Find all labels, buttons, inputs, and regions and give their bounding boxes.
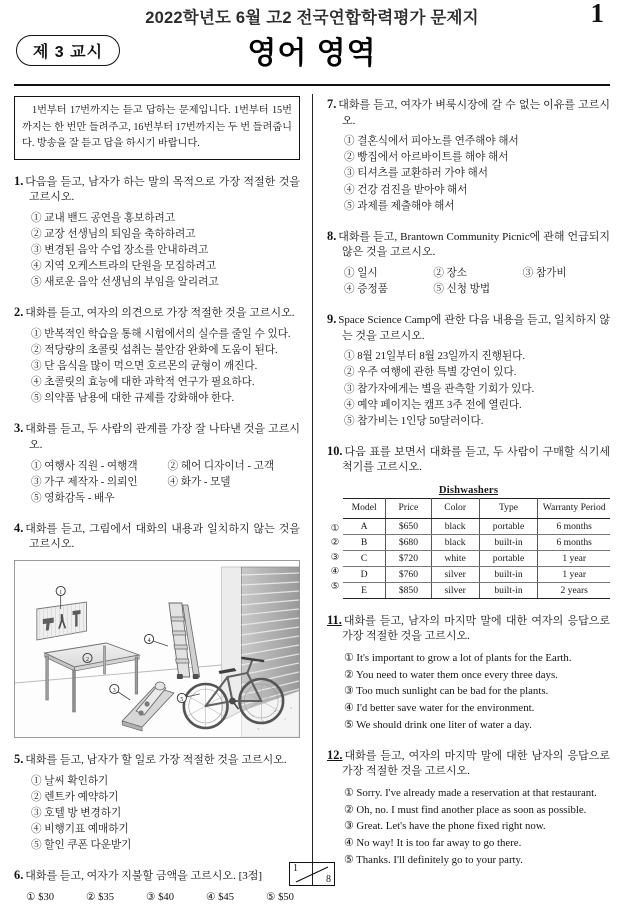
question-9 xyxy=(327,311,610,430)
choice-item[interactable]: ② $35 xyxy=(85,891,115,903)
cell-type: portable xyxy=(479,550,538,566)
svg-text:5: 5 xyxy=(180,697,184,704)
question-5 xyxy=(14,751,300,854)
choice-item[interactable]: ① 8월 21일부터 8월 23일까지 진행된다. xyxy=(344,351,526,363)
cell-model: C xyxy=(343,550,386,566)
choice-item[interactable]: ④ No way! It is too far away to go there. xyxy=(344,837,522,850)
choice-item[interactable]: ③ 단 음식을 많이 먹으면 호르몬의 균형이 깨진다. xyxy=(31,361,258,373)
right-column xyxy=(312,94,610,886)
subject-row xyxy=(14,32,610,80)
question-2-text: 대화를 듣고, 여자의 의견으로 가장 적절한 것을 고르시오. xyxy=(25,307,295,320)
th-price: Price xyxy=(386,499,431,519)
cell-warranty: 1 year xyxy=(538,566,610,582)
cell-model: A xyxy=(343,518,386,534)
cell-price: $850 xyxy=(386,582,431,598)
cell-color: silver xyxy=(431,582,479,598)
question-9-choices xyxy=(327,349,610,429)
cell-price: $720 xyxy=(386,550,431,566)
choice-item[interactable]: ③ $40 xyxy=(145,891,175,903)
choice-item[interactable]: ③ 가구 제작자 - 의뢰인 xyxy=(31,476,138,488)
question-12-choices xyxy=(327,785,610,869)
svg-text:2: 2 xyxy=(86,657,89,664)
question-10-text: 다음 표를 보면서 대화를 듣고, 두 사람이 구매할 식기세척기를 고르시오. xyxy=(342,445,610,474)
choice-item[interactable]: ① $30 xyxy=(26,891,55,903)
svg-text:3: 3 xyxy=(112,688,116,695)
question-4-text: 대화를 듣고, 그림에서 대화의 내용과 일치하지 않는 것을 고르시오. xyxy=(25,522,300,551)
choice-item[interactable]: ① 결혼식에서 피아노를 연주해야 해서 xyxy=(344,136,519,148)
period-badge: 제 3 교시 xyxy=(16,35,120,66)
table-row[interactable] xyxy=(343,566,610,582)
question-2-number: 2. xyxy=(14,305,24,320)
cell-type: built-in xyxy=(479,582,538,598)
question-3-number: 3. xyxy=(14,421,24,436)
question-8-stem xyxy=(327,228,610,261)
dishwashers-table-holder xyxy=(327,498,610,599)
question-5-text: 대화를 듣고, 남자가 할 일로 가장 적절한 것을 고르시오. xyxy=(25,754,287,767)
choice-item[interactable]: ② Oh, no. I must find another place as soon as possible. xyxy=(344,803,587,816)
page-footer xyxy=(0,862,624,886)
choice-item[interactable]: ④ $45 xyxy=(205,891,234,903)
question-4-number: 4. xyxy=(14,520,24,535)
choice-item[interactable]: ⑤ 참가비는 1인당 50달러이다. xyxy=(344,415,484,427)
question-12 xyxy=(327,747,610,869)
question-11-choices xyxy=(327,650,610,734)
question-1-text: 다음을 듣고, 남자가 하는 말의 목적으로 가장 적절한 것을 고르시오. xyxy=(25,175,300,204)
choice-item[interactable]: ④ I'd better save water for the environment. xyxy=(344,702,535,715)
choice-item[interactable]: ③ Too much sunlight can be bad for the plants. xyxy=(344,685,549,698)
choice-item[interactable]: ⑤ 신청 방법 xyxy=(433,284,491,295)
question-6-number: 6. xyxy=(14,868,24,883)
question-6-choices xyxy=(14,890,300,906)
cell-warranty: 6 months xyxy=(538,518,610,534)
cell-warranty: 6 months xyxy=(538,534,610,550)
cell-color: black xyxy=(431,534,479,550)
header-divider xyxy=(14,84,610,86)
directions-line-2: 한 번만 들려주고, 16번부터 17번까지는 두 번 들려줍니다. 방송을 xyxy=(22,121,292,150)
question-6-text: 대화를 듣고, 여자가 지불할 금액을 고르시오. [3점] xyxy=(25,870,263,883)
question-11-number: 11. xyxy=(327,612,342,627)
th-model: Model xyxy=(343,499,386,519)
body-columns xyxy=(14,94,610,903)
question-8-text: 대화를 듣고, Brantown Community Picnic에 관해 언급되지 않은 것을 고르시오. xyxy=(338,230,610,259)
th-warranty: Warranty Period xyxy=(538,499,610,519)
choice-item[interactable]: ③ 변경된 음악 수업 장소를 안내하려고 xyxy=(31,244,209,256)
choice-item[interactable]: ② 교장 선생님의 퇴임을 축하하려고 xyxy=(31,228,196,240)
choice-item[interactable]: ⑤ We should drink one liter of water a day. xyxy=(344,718,532,731)
question-4-illustration xyxy=(14,560,300,738)
left-column xyxy=(14,94,312,903)
table-row[interactable] xyxy=(343,582,610,598)
choice-item[interactable]: ② 렌트카 예약하기 xyxy=(31,791,119,803)
question-2 xyxy=(14,304,300,407)
question-2-stem xyxy=(14,304,300,322)
listening-directions xyxy=(14,96,300,160)
choice-item[interactable]: ④ 예약 페이지는 캠프 3주 전에 열린다. xyxy=(344,399,522,411)
choice-item[interactable]: ⑤ 과제를 제출해야 해서 xyxy=(344,200,455,212)
choice-item[interactable]: ⑤ 할인 쿠폰 다운받기 xyxy=(31,840,132,852)
choice-item[interactable]: ② 헤어 디자이너 - 고객 xyxy=(167,460,275,472)
question-5-number: 5. xyxy=(14,752,24,767)
choice-item[interactable]: ⑤ 영화감독 - 배우 xyxy=(31,492,115,504)
table-row[interactable] xyxy=(343,518,610,534)
question-7-stem xyxy=(327,96,610,129)
cell-model: D xyxy=(343,566,386,582)
question-3 xyxy=(14,420,300,507)
question-7-choices xyxy=(327,134,610,214)
current-page: 1 xyxy=(293,863,298,874)
question-3-choices xyxy=(14,459,300,507)
question-10-number: 10. xyxy=(327,443,343,458)
svg-text:4: 4 xyxy=(147,638,151,645)
table-title: Dishwashers xyxy=(438,485,499,496)
row-marker: ② xyxy=(330,538,340,549)
question-8-choices xyxy=(327,266,610,298)
question-11 xyxy=(327,612,610,734)
choice-item[interactable]: ③ 참가비 xyxy=(522,267,567,279)
question-8 xyxy=(327,228,610,298)
question-7-text: 대화를 듣고, 여자가 벼룩시장에 갈 수 없는 이유를 고르시오. xyxy=(338,99,610,127)
choice-item[interactable]: ② 적당량의 초콜릿 섭취는 불안감 완화에 도움이 된다. xyxy=(31,344,278,356)
table-row-markers xyxy=(327,498,343,595)
choice-item[interactable]: ④ 지역 오케스트라의 단원을 모집하려고 xyxy=(31,261,216,273)
choice-item[interactable]: ① It's important to grow a lot of plants for the Earth. xyxy=(344,651,572,664)
question-3-stem xyxy=(14,420,300,453)
total-pages: 8 xyxy=(326,874,331,885)
cell-model: E xyxy=(343,582,386,598)
question-4-stem xyxy=(14,520,300,553)
subject-title: 영어 영역 xyxy=(247,37,377,70)
choice-item[interactable]: ④ 증정품 xyxy=(344,284,388,295)
choice-item[interactable]: ① 여행사 직원 - 여행객 xyxy=(31,460,138,472)
cell-price: $650 xyxy=(386,518,431,534)
question-9-text: Space Science Camp에 관한 다음 내용을 듣고, 일치하지 않는 것을 고르시오. xyxy=(338,314,610,342)
question-7 xyxy=(327,96,610,215)
choice-item[interactable]: ③ Great. Let's have the phone fixed right now. xyxy=(344,820,546,833)
choice-item[interactable]: ① 일시 xyxy=(344,267,378,279)
choice-item[interactable]: ⑤ 의약품 남용에 대한 규제를 강화해야 한다. xyxy=(31,393,235,405)
choice-item[interactable]: ② You need to water them once every three days. xyxy=(344,668,558,681)
choice-item[interactable]: ① Sorry. I've already made a reservation at that restaurant. xyxy=(344,786,597,799)
choice-item[interactable]: ① 교내 밴드 공연을 홍보하려고 xyxy=(31,212,175,224)
choice-item[interactable]: ③ 참가자에게는 별을 관측할 기회가 있다. xyxy=(344,383,535,395)
question-9-stem xyxy=(327,311,610,344)
table-row[interactable] xyxy=(343,534,610,550)
cell-color: black xyxy=(431,518,479,534)
th-color: Color xyxy=(431,499,479,519)
choice-item[interactable]: ③ 호텔 방 변경하기 xyxy=(31,807,122,819)
page-indicator xyxy=(289,862,335,886)
choice-item[interactable]: ④ 화가 - 모델 xyxy=(167,476,231,488)
choice-item[interactable]: ④ 건강 검진을 받아야 해서 xyxy=(344,184,468,196)
page-number: 1 xyxy=(590,0,604,28)
choice-item[interactable]: ① 날씨 확인하기 xyxy=(31,775,109,787)
cell-color: white xyxy=(431,550,479,566)
choice-item[interactable]: ② 빵집에서 아르바이트를 해야 해서 xyxy=(344,152,509,164)
cell-price: $760 xyxy=(386,566,431,582)
question-7-number: 7. xyxy=(327,97,337,111)
choice-item[interactable]: ④ 초콜릿의 효능에 대한 과학적 연구가 필요하다. xyxy=(31,377,255,389)
question-9-number: 9. xyxy=(327,312,337,327)
question-12-stem xyxy=(327,747,610,780)
choice-item[interactable]: ② 우주 여행에 관한 특별 강연이 있다. xyxy=(344,367,517,379)
choice-item[interactable]: ① 반복적인 학습을 통해 시험에서의 실수를 줄일 수 있다. xyxy=(31,328,291,340)
svg-text:1: 1 xyxy=(59,590,63,597)
table-row[interactable] xyxy=(343,550,610,566)
page-header xyxy=(14,0,610,32)
cell-warranty: 1 year xyxy=(538,550,610,566)
cell-type: built-in xyxy=(479,534,538,550)
question-5-choices xyxy=(14,774,300,854)
row-marker: ⑤ xyxy=(330,581,340,592)
choice-item[interactable]: ⑤ 새로운 음악 선생님의 부임을 알리려고 xyxy=(31,277,219,289)
question-11-text: 대화를 듣고, 남자의 마지막 말에 대한 여자의 응답으로 가장 적절한 것을 고르시오. xyxy=(342,614,610,643)
question-3-text: 대화를 듣고, 두 사람의 관계를 가장 잘 나타낸 것을 고르시오. xyxy=(25,423,300,451)
question-12-number: 12. xyxy=(327,747,343,762)
question-12-text: 대화를 듣고, 여자의 마지막 말에 대한 남자의 응답으로 가장 적절한 것을 고르시오. xyxy=(342,749,610,778)
question-2-choices xyxy=(14,327,300,407)
cell-type: built-in xyxy=(479,566,538,582)
question-5-stem xyxy=(14,751,300,769)
directions-line-3: 잘 듣고 답을 하시기 바랍니다. xyxy=(69,138,200,150)
cell-model: B xyxy=(343,534,386,550)
cell-type: portable xyxy=(479,518,538,534)
row-marker: ① xyxy=(330,524,340,534)
question-10 xyxy=(327,443,610,599)
exam-title: 2022학년도 6월 고2 전국연합학력평가 문제지 xyxy=(145,9,479,27)
choice-item[interactable]: ⑤ Thanks. I'll definitely go to your party. xyxy=(344,853,523,866)
choice-item[interactable]: ④ 비행기표 예매하기 xyxy=(31,823,129,835)
dishwashers-table xyxy=(343,498,610,599)
row-marker: ③ xyxy=(330,552,340,563)
question-8-number: 8. xyxy=(327,228,337,243)
th-type: Type xyxy=(479,499,538,519)
choice-item[interactable]: ② 장소 xyxy=(433,267,468,279)
choice-item[interactable]: ⑤ $50 xyxy=(265,891,294,903)
cell-color: silver xyxy=(431,566,479,582)
question-1-number: 1. xyxy=(14,173,24,188)
question-1 xyxy=(14,173,300,292)
question-1-choices xyxy=(14,211,300,291)
garage-scene-svg xyxy=(15,561,299,737)
cell-warranty: 2 years xyxy=(538,582,610,598)
cell-price: $680 xyxy=(386,534,431,550)
question-4 xyxy=(14,520,300,738)
choice-item[interactable]: ③ 티셔츠를 교환하러 가야 해서 xyxy=(344,168,488,180)
question-11-stem xyxy=(327,612,610,645)
question-10-stem xyxy=(327,443,610,476)
row-marker: ④ xyxy=(330,567,340,578)
table-header-row xyxy=(343,499,610,519)
directions-line-1: 1번부터 17번까지는 듣고 답하는 문제입니다. 1번부터 15번까지는 xyxy=(22,105,292,133)
question-1-stem xyxy=(14,173,300,206)
